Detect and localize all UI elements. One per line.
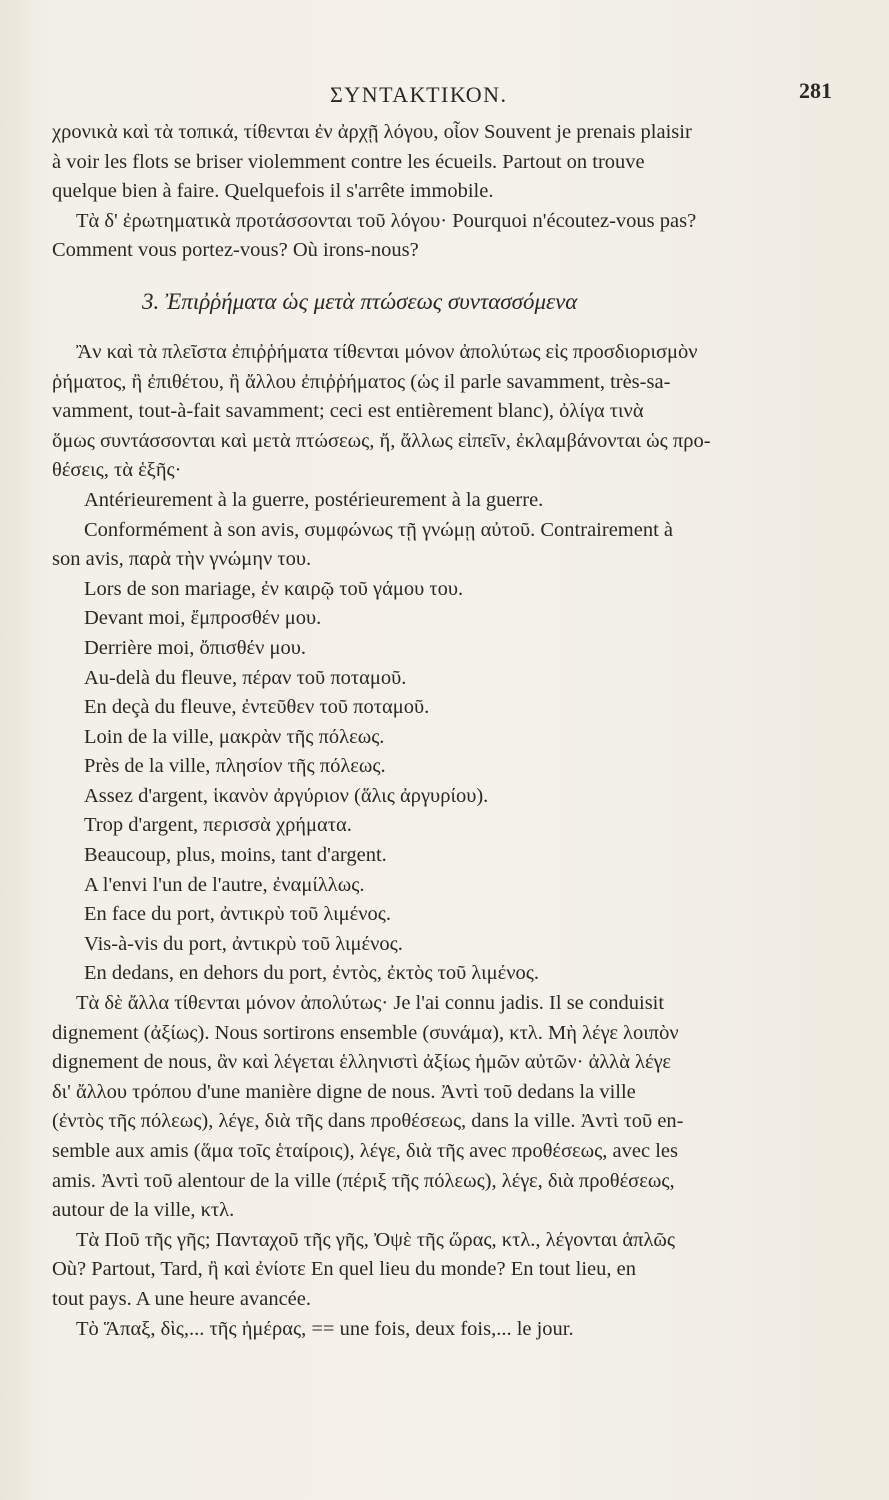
text-line: à voir les flots se briser violemment contre les écueils. Partout on trouve <box>52 150 645 173</box>
example-line: Trop d'argent, περισσὰ χρήματα. <box>84 814 352 837</box>
spacer <box>52 324 812 338</box>
example-line: En dedans, en dehors du port, ἐντὸς, ἐκτὸς τοῦ λιμένος. <box>84 962 539 985</box>
text-line: amis. Ἀντὶ τοῦ alentour de la ville (πέριξ τῆς πόλεως), λέγε, διὰ προθέσεως, <box>52 1169 675 1192</box>
example-line: Beaucoup, plus, moins, tant d'argent. <box>84 844 387 867</box>
example-line: son avis, παρὰ τὴν γνώμην του. <box>52 548 312 571</box>
example-line: A l'envi l'un de l'autre, ἐναμίλλως. <box>84 873 365 896</box>
example-line: Devant moi, ἔμπροσθέν μου. <box>84 607 322 630</box>
page-number: 281 <box>799 78 832 103</box>
text-line: Τὰ δ' ἐρωτηματικὰ προτάσσονται τοῦ λόγου· Pourquoi n'écoutez-vous pas? <box>76 209 697 232</box>
text-line: autour de la ville, κτλ. <box>52 1199 235 1222</box>
example-line: Derrière moi, ὄπισθέν μου. <box>84 636 307 659</box>
text-line: ῥήματος, ἢ ἐπιθέτου, ἢ ἄλλου ἐπιῤῥήματος (ὡς il parle savamment, très-sa- <box>52 370 671 393</box>
page-body <box>52 118 812 1344</box>
text-line: δι' ἄλλου τρόπου d'une manière digne de nous. Ἀντὶ τοῦ dedans la ville <box>52 1080 636 1103</box>
text-line: semble aux amis (ἅμα τοῖς ἑταίροις), λέγε, διὰ τῆς avec προθέσεως, avec les <box>52 1140 678 1162</box>
section-heading: 3. Ἐπιῤῥήματα ὡς μετὰ πτώσεως συντασσόμενα <box>142 288 578 314</box>
text-line: Τὸ Ἅπαξ, δὶς,... τῆς ἡμέρας, == une fois, deux fois,... le jour. <box>76 1317 574 1340</box>
text-line: Où? Partout, Tard, ἢ καὶ ἐνίοτε En quel lieu du monde? En tout lieu, en <box>52 1258 636 1281</box>
text-line: ὅμως συντάσσονται καὶ μετὰ πτώσεως, ἤ, ἄλλως εἰπεῖν, ἐκλαμβάνονται ὡς προ- <box>52 429 711 452</box>
example-line: Conformément à son avis, συμφώνως τῇ γνώμῃ αὐτοῦ. Contrairement à <box>84 518 674 541</box>
text-line: dignement (ἀξίως). Nous sortirons ensemble (συνάμα), κτλ. Μὴ λέγε λοιπὸν <box>52 1021 679 1044</box>
text-line: Τὰ Ποῦ τῆς γῆς; Πανταχοῦ τῆς γῆς, Ὀψὲ τῆς ὥρας, κτλ., λέγονται ἁπλῶς <box>76 1228 676 1251</box>
text-line: (ἐντὸς τῆς πόλεως), λέγε, διὰ τῆς dans προθέσεως, dans la ville. Ἀντὶ τοῦ en- <box>52 1110 684 1133</box>
text-line: vamment, tout-à-fait savamment; ceci est entièrement blanc), ὀλίγα τινὰ <box>52 400 644 423</box>
example-line: Lors de son mariage, ἐν καιρῷ τοῦ γάμου του. <box>84 577 464 600</box>
text-line: quelque bien à faire. Quelquefois il s'arrête immobile. <box>52 180 494 203</box>
spacer <box>52 266 812 280</box>
text-line: tout pays. A une heure avancée. <box>52 1287 312 1310</box>
page-header <box>60 78 832 118</box>
text-line: Τὰ δὲ ἄλλα τίθενται μόνον ἀπολύτως· Je l'ai connu jadis. Il se conduisit <box>76 992 665 1015</box>
example-line: Près de la ville, πλησίον τῆς πόλεως. <box>84 755 386 778</box>
running-title: ΣΥΝΤΑΚΤΙΚΟΝ. <box>330 82 508 107</box>
text-line: Ἂν καὶ τὰ πλεῖστα ἐπιῤῥήματα τίθενται μόνον ἀπολύτως εἰς προσδιορισμὸν <box>76 340 698 363</box>
text-line: θέσεις, τὰ ἑξῆς· <box>52 459 182 482</box>
example-line: Au-delà du fleuve, πέραν τοῦ ποταμοῦ. <box>84 666 407 689</box>
example-line: En deçà du fleuve, ἐντεῦθεν τοῦ ποταμοῦ. <box>84 696 430 719</box>
example-line: Vis-à-vis du port, ἀντικρὺ τοῦ λιμένος. <box>84 932 403 955</box>
example-line: Antérieurement à la guerre, postérieurement à la guerre. <box>84 488 544 511</box>
text-line: dignement de nous, ἂν καὶ λέγεται ἑλληνιστὶ ἀξίως ἡμῶν αὐτῶν· ἀλλὰ λέγε <box>52 1051 671 1074</box>
text-line: χρονικὰ καὶ τὰ τοπικά, τίθενται ἐν ἀρχῇ λόγου, οἷον Souvent je prenais plaisir <box>52 121 692 143</box>
example-line: Loin de la ville, μακρὰν τῆς πόλεως. <box>84 725 385 748</box>
example-line: Assez d'argent, ἱκανὸν ἀργύριον (ἅλις ἀργυρίου). <box>84 784 489 807</box>
example-line: En face du port, ἀντικρὺ τοῦ λιμένος. <box>84 903 391 926</box>
text-line: Comment vous portez-vous? Où irons-nous? <box>52 239 419 262</box>
